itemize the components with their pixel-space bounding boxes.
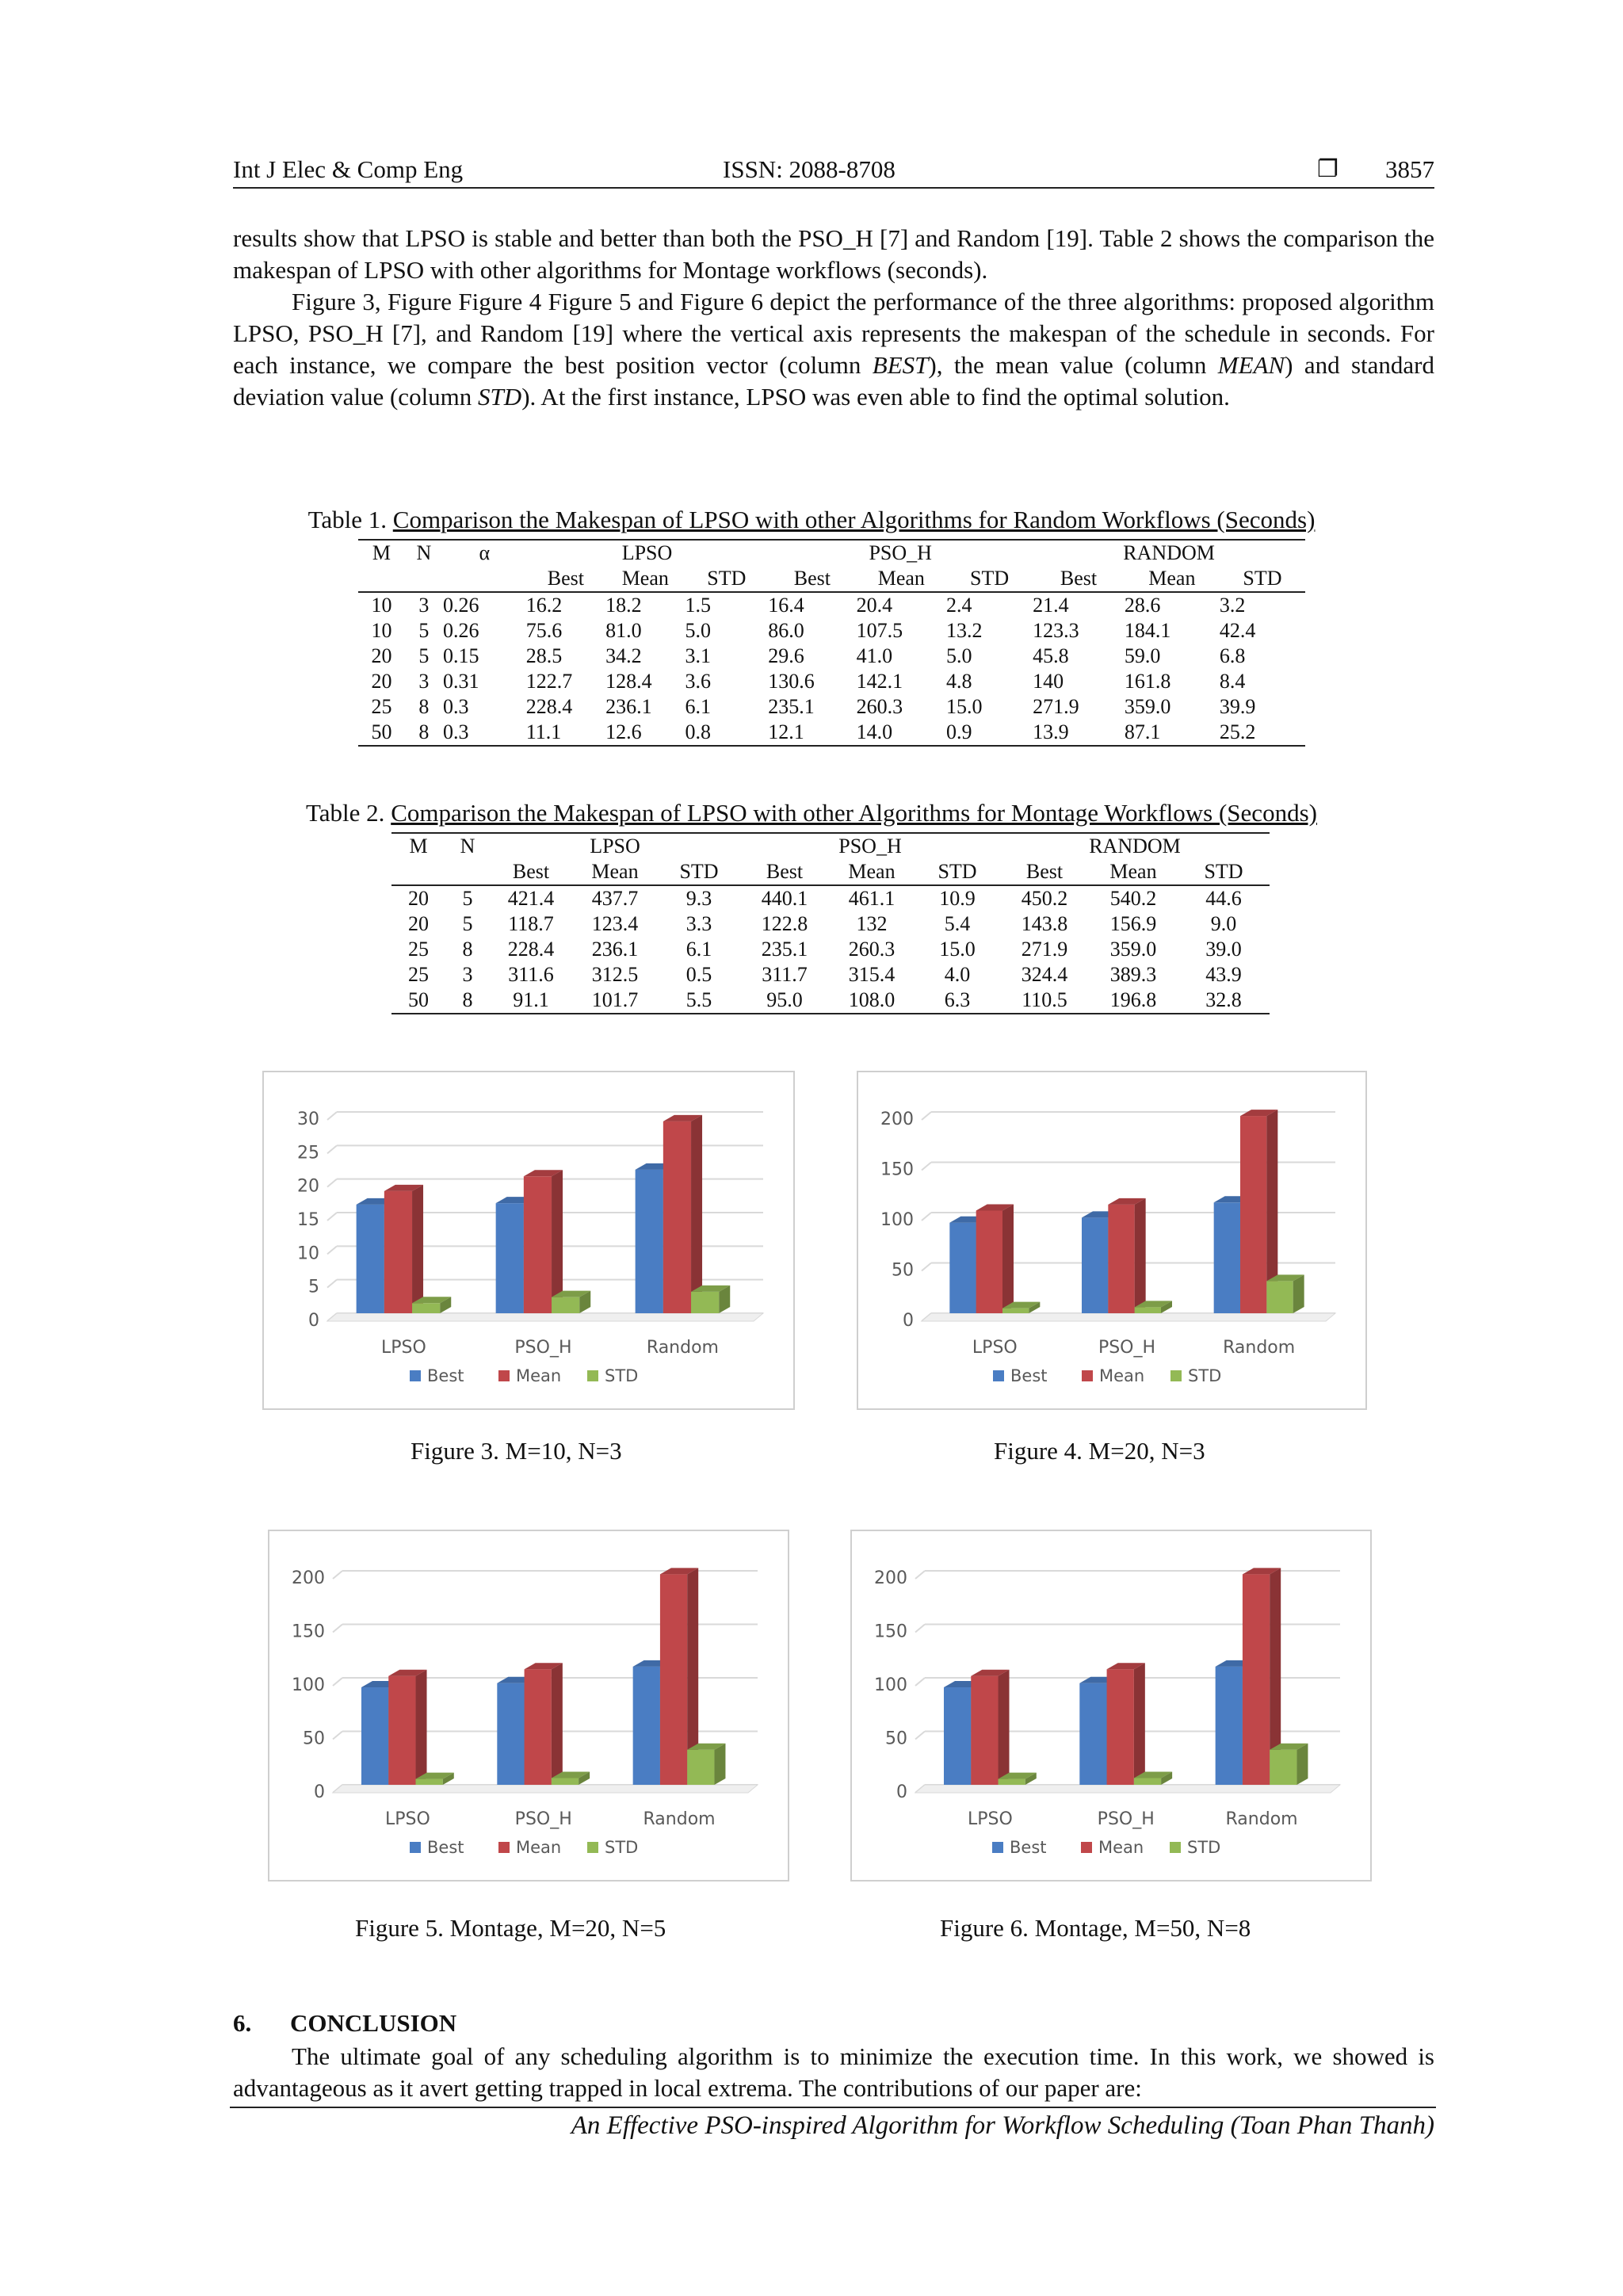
legend-swatch-mean	[1082, 1370, 1093, 1381]
conclusion-text	[233, 2041, 1434, 2104]
legend-swatch-mean	[498, 1842, 510, 1853]
bar-std-pso-h	[552, 1291, 590, 1313]
y-tick-label: 200	[880, 1110, 914, 1129]
legend-label-mean: Mean	[516, 1838, 562, 1857]
gridline-depth	[915, 1678, 925, 1686]
table-cell: 9.3	[685, 887, 712, 910]
table-cell: 15.0	[946, 695, 983, 718]
legend-swatch-best	[992, 1842, 1003, 1853]
table-cell: 10.9	[939, 887, 976, 910]
legend-swatch-std	[1170, 1842, 1181, 1853]
table-cell: 143.8	[1021, 912, 1068, 935]
page-number: 3857	[1385, 155, 1434, 183]
intro-paragraph-1: results show that LPSO is stable and better than both the PSO_H [7] and Random [19]. Table 2 shows the comparison the makespan of LPSO with other algorithms for Montage workflows (seconds).	[233, 224, 1434, 284]
legend-swatch-best	[993, 1370, 1004, 1381]
table-cell: 50	[358, 720, 405, 746]
table-cell: 236.1	[591, 938, 639, 961]
table-cell: 421.4	[507, 887, 555, 910]
table-cell: 156.9	[1109, 912, 1157, 935]
gridline-depth	[333, 1678, 342, 1686]
table-cell: 20.4	[856, 594, 893, 617]
table-cell: 3.3	[685, 912, 712, 935]
intro-text	[233, 223, 1434, 413]
gridline-depth	[922, 1263, 931, 1271]
table-cell: 101.7	[572, 988, 658, 1014]
intro-paragraph-2: Figure 3, Figure Figure 4 Figure 5 and Figure 6 depict the performance of the three algorithms: proposed algorithm LPSO, PSO_H [7], and Random [19] where the vertical axis represents the makespan of the schedule in seconds. For each instance, we compare the best position vector (column BEST), the mean value (column MEAN) and standard deviation value (column STD). At the first instance, LPSO was even able to find the optimal solution.	[233, 288, 1434, 411]
x-tick-label: Random	[1223, 1338, 1296, 1358]
bar-mean-lpso	[384, 1185, 423, 1313]
table-cell: 95.0	[740, 988, 829, 1014]
table2-col-m: M	[391, 833, 445, 859]
table1-col-n: N	[405, 540, 443, 566]
table-cell: 6.1	[685, 938, 712, 961]
table2-group-header	[391, 833, 1270, 859]
table-row	[391, 988, 1270, 1014]
table-cell: 3.6	[685, 670, 711, 693]
gridline-depth	[327, 1145, 337, 1153]
y-tick-label: 30	[297, 1110, 319, 1129]
table-cell: 42.4	[1219, 619, 1256, 642]
legend-label-std: STD	[605, 1366, 639, 1385]
table-cell: 34.2	[605, 644, 642, 667]
table-cell: 25	[408, 963, 429, 986]
table-cell: 0.31	[442, 670, 479, 693]
table2	[391, 832, 1270, 1014]
table-cell: 196.8	[1089, 988, 1178, 1014]
table-cell: 0.8	[685, 720, 768, 746]
table-cell: 3.1	[685, 644, 711, 667]
footer-rule	[230, 2107, 1436, 2108]
table-row	[391, 962, 1270, 988]
table-cell: 15.0	[939, 938, 976, 961]
figure3-chart	[262, 1071, 795, 1410]
figure5-chart	[268, 1530, 789, 1881]
table-cell: 8	[405, 720, 443, 746]
table-cell: 11.1	[526, 720, 605, 746]
conclusion-paragraph: The ultimate goal of any scheduling algorithm is to minimize the execution time. In this work, we showed is advantageous as it avert getting trapped in local extrema. The contributions of our paper are:	[233, 2042, 1434, 2102]
table-cell: 6.1	[685, 695, 711, 718]
table-row	[358, 644, 1305, 669]
table1-group-psoh: PSO_H	[768, 540, 1033, 566]
gridline-depth	[327, 1112, 337, 1120]
legend-swatch-best	[410, 1370, 421, 1381]
table-cell: 140	[1033, 670, 1064, 693]
y-tick-label: 50	[303, 1729, 325, 1749]
table-cell: 20	[371, 670, 392, 693]
gridline-depth	[915, 1571, 925, 1579]
table-cell: 20	[408, 912, 429, 935]
chart-floor	[915, 1785, 1340, 1793]
table-cell: 12.6	[605, 720, 685, 746]
table-cell: 5.0	[685, 619, 711, 642]
y-tick-label: 50	[885, 1729, 907, 1749]
table-cell: 359.0	[1109, 938, 1157, 961]
table-cell: 228.4	[525, 695, 573, 718]
table-cell: 0.15	[442, 644, 479, 667]
bar-mean-lpso	[388, 1670, 426, 1785]
table-cell: 128.4	[605, 670, 652, 693]
bar-std-random	[687, 1744, 725, 1785]
bar-mean-lpso	[971, 1670, 1009, 1785]
table-cell: 108.0	[829, 988, 915, 1014]
y-tick-label: 200	[874, 1568, 907, 1588]
table1-col-alpha: α	[443, 540, 526, 566]
legend-swatch-std	[1170, 1370, 1182, 1381]
table-cell: 10	[371, 619, 392, 642]
table-cell: 5.4	[944, 912, 971, 935]
table-cell: 13.9	[1033, 720, 1125, 746]
y-tick-label: 5	[308, 1277, 319, 1297]
table-cell: 43.9	[1205, 963, 1242, 986]
x-tick-label: Random	[1225, 1809, 1298, 1829]
figure5-caption: Figure 5. Montage, M=20, N=5	[355, 1914, 666, 1942]
gridline-depth	[915, 1625, 925, 1633]
table-cell: 8	[418, 695, 430, 718]
table-cell: 123.4	[591, 912, 639, 935]
table-cell: 437.7	[591, 887, 639, 910]
figure4-svg	[858, 1072, 1365, 1408]
bar-mean-random	[663, 1115, 702, 1313]
table-cell: 130.6	[768, 670, 815, 693]
table-cell: 450.2	[1021, 887, 1068, 910]
table-cell: 81.0	[605, 619, 642, 642]
table1-caption: Table 1. Comparison the Makespan of LPSO with other Algorithms for Random Workflows (Seconds)	[307, 506, 1316, 533]
table-cell: 25	[371, 695, 392, 718]
table-cell: 28.5	[525, 644, 563, 667]
table-cell: 3.2	[1219, 594, 1246, 617]
figure6-svg	[852, 1531, 1370, 1880]
table-cell: 28.6	[1124, 594, 1161, 617]
table-cell: 6.8	[1219, 644, 1246, 667]
legend-label-best: Best	[427, 1838, 464, 1857]
table-row	[358, 720, 1305, 746]
table-cell: 20	[408, 887, 429, 910]
x-tick-label: LPSO	[967, 1809, 1013, 1829]
table-cell: 235.1	[761, 938, 808, 961]
y-tick-label: 0	[314, 1782, 325, 1802]
bar-std-random	[1266, 1274, 1304, 1313]
table1-sub-header: Best Mean STD Best Mean STD Best Mean STD	[358, 566, 1305, 592]
table-cell: 3	[418, 594, 430, 617]
table-cell: 25.2	[1220, 720, 1305, 746]
table-cell: 5	[462, 887, 473, 910]
table-row	[358, 694, 1305, 720]
table-cell: 9.0	[1210, 912, 1237, 935]
y-tick-label: 10	[297, 1244, 319, 1264]
legend-swatch-mean	[1081, 1842, 1092, 1853]
legend-label-mean: Mean	[516, 1366, 562, 1385]
table-cell: 271.9	[1033, 695, 1079, 718]
table1-group-lpso: LPSO	[526, 540, 769, 566]
table-cell: 14.0	[857, 720, 946, 746]
table-row	[358, 669, 1305, 694]
legend-label-mean: Mean	[1098, 1838, 1144, 1857]
table-cell: 41.0	[856, 644, 893, 667]
table-cell: 3	[418, 670, 430, 693]
bar-mean-pso-h	[1107, 1663, 1145, 1785]
table-cell: 324.4	[1021, 963, 1068, 986]
x-tick-label: LPSO	[381, 1338, 426, 1358]
table-cell: 132	[856, 912, 888, 935]
table2-group-lpso: LPSO	[490, 833, 740, 859]
table-cell: 21.4	[1033, 594, 1069, 617]
legend-label-best: Best	[427, 1366, 464, 1385]
table1-col-m: M	[358, 540, 405, 566]
table-cell: 118.7	[508, 912, 554, 935]
table2-group-psoh: PSO_H	[740, 833, 1000, 859]
table-cell: 16.4	[768, 594, 804, 617]
x-tick-label: PSO_H	[514, 1338, 572, 1358]
y-tick-label: 100	[874, 1675, 907, 1695]
issn: ISSN: 2088-8708	[723, 155, 896, 183]
legend-label-mean: Mean	[1099, 1366, 1145, 1385]
x-tick-label: LPSO	[972, 1338, 1018, 1358]
table-cell: 440.1	[761, 887, 808, 910]
section-number: 6.	[233, 2009, 252, 2037]
table-cell: 3	[462, 963, 473, 986]
y-tick-label: 100	[880, 1210, 914, 1230]
table-cell: 75.6	[525, 619, 563, 642]
table-cell: 2.4	[946, 594, 972, 617]
table-cell: 13.2	[946, 619, 983, 642]
table-cell: 236.1	[605, 695, 652, 718]
table-cell: 311.6	[508, 963, 554, 986]
table-cell: 59.0	[1124, 644, 1161, 667]
box-icon: ❐	[1317, 155, 1338, 183]
figure3-caption: Figure 3. M=10, N=3	[411, 1437, 622, 1465]
bar-std-random	[691, 1286, 730, 1313]
table1	[358, 539, 1305, 747]
page-header	[233, 155, 1434, 189]
footer-title: An Effective PSO-inspired Algorithm for Workflow Scheduling (Toan Phan Thanh)	[571, 2111, 1434, 2140]
table-cell: 0.3	[442, 695, 469, 718]
table-cell: 271.9	[1021, 938, 1068, 961]
legend-swatch-best	[410, 1842, 421, 1853]
table1-group-random: RANDOM	[1033, 540, 1305, 566]
figure6-caption: Figure 6. Montage, M=50, N=8	[940, 1914, 1251, 1942]
table-cell: 18.2	[605, 594, 642, 617]
gridline-depth	[327, 1179, 337, 1187]
section-title: CONCLUSION	[290, 2009, 457, 2037]
y-tick-label: 0	[308, 1311, 319, 1331]
table-cell: 312.5	[591, 963, 639, 986]
table-cell: 0.3	[443, 720, 526, 746]
gridline-depth	[333, 1732, 342, 1740]
table-cell: 6.3	[915, 988, 1000, 1014]
table-row	[391, 911, 1270, 937]
chart-floor	[327, 1313, 763, 1321]
x-tick-label: Random	[646, 1338, 719, 1358]
gridline-depth	[327, 1246, 337, 1254]
y-tick-label: 200	[292, 1568, 325, 1588]
table-cell: 389.3	[1109, 963, 1157, 986]
table-cell: 16.2	[525, 594, 563, 617]
table-cell: 5	[462, 912, 473, 935]
table-cell: 86.0	[768, 619, 804, 642]
table-cell: 32.8	[1178, 988, 1270, 1014]
table-cell: 107.5	[856, 619, 903, 642]
gridline-depth	[922, 1213, 931, 1221]
table-cell: 1.5	[685, 594, 711, 617]
x-tick-label: Random	[643, 1809, 716, 1829]
figure3-svg	[264, 1072, 793, 1408]
table-cell: 10	[371, 594, 392, 617]
table-row	[391, 937, 1270, 962]
table2-col-n: N	[445, 833, 490, 859]
y-tick-label: 15	[297, 1210, 319, 1230]
figure5-svg	[269, 1531, 788, 1880]
table-cell: 0.26	[442, 594, 479, 617]
legend-swatch-std	[587, 1370, 598, 1381]
table-cell: 39.0	[1205, 938, 1242, 961]
table-cell: 235.1	[768, 695, 815, 718]
table2-sub-header: Best Mean STD Best Mean STD Best Mean STD	[391, 859, 1270, 885]
figure4-chart	[857, 1071, 1367, 1410]
figure6-chart	[850, 1530, 1372, 1881]
table-cell: 5	[418, 644, 430, 667]
table-cell: 123.3	[1033, 619, 1079, 642]
bar-std-random	[1270, 1744, 1308, 1785]
table-cell: 461.1	[848, 887, 896, 910]
table-cell: 142.1	[856, 670, 903, 693]
table-cell: 4.8	[946, 670, 972, 693]
table-cell: 260.3	[856, 695, 903, 718]
table-cell: 91.1	[490, 988, 572, 1014]
table-cell: 260.3	[848, 938, 896, 961]
table-cell: 122.7	[525, 670, 573, 693]
x-tick-label: LPSO	[384, 1809, 430, 1829]
x-tick-label: PSO_H	[1097, 1809, 1155, 1829]
table-cell: 25	[408, 938, 429, 961]
table-cell: 45.8	[1033, 644, 1069, 667]
legend-label-std: STD	[1188, 1366, 1222, 1385]
y-tick-label: 25	[297, 1143, 319, 1163]
table-cell: 359.0	[1124, 695, 1171, 718]
table-cell: 29.6	[768, 644, 804, 667]
table-row	[358, 592, 1305, 618]
legend-swatch-std	[587, 1842, 598, 1853]
figure4-caption: Figure 4. M=20, N=3	[994, 1437, 1205, 1465]
table-cell: 5.5	[658, 988, 740, 1014]
y-tick-label: 0	[896, 1782, 907, 1802]
table-cell: 50	[391, 988, 445, 1014]
y-tick-label: 150	[874, 1622, 907, 1642]
bar-mean-pso-h	[525, 1663, 563, 1785]
x-tick-label: PSO_H	[1098, 1338, 1156, 1358]
table-cell: 5.0	[946, 644, 972, 667]
gridline-depth	[915, 1732, 925, 1740]
section-heading	[233, 2009, 457, 2038]
table-cell: 8	[445, 988, 490, 1014]
table-cell: 8	[462, 938, 473, 961]
table-cell: 122.8	[761, 912, 808, 935]
gridline-depth	[327, 1213, 337, 1221]
table-cell: 0.9	[946, 720, 1033, 746]
table-cell: 87.1	[1125, 720, 1220, 746]
journal-name: Int J Elec & Comp Eng	[233, 155, 464, 183]
legend-label-best: Best	[1010, 1366, 1048, 1385]
legend-label-std: STD	[605, 1838, 639, 1857]
table-cell: 39.9	[1219, 695, 1256, 718]
table-row	[358, 618, 1305, 644]
y-tick-label: 150	[292, 1622, 325, 1642]
gridline-depth	[333, 1625, 342, 1633]
gridline-depth	[333, 1571, 342, 1579]
table-cell: 161.8	[1124, 670, 1171, 693]
y-tick-label: 150	[880, 1159, 914, 1180]
bar-mean-pso-h	[1108, 1198, 1145, 1313]
table-cell: 311.7	[762, 963, 808, 986]
table-cell: 4.0	[944, 963, 971, 986]
legend-swatch-mean	[498, 1370, 510, 1381]
table-cell: 5	[418, 619, 430, 642]
legend-label-best: Best	[1010, 1838, 1047, 1857]
table-cell: 12.1	[768, 720, 856, 746]
bar-mean-pso-h	[524, 1170, 563, 1313]
table-cell: 20	[371, 644, 392, 667]
y-tick-label: 20	[297, 1176, 319, 1197]
y-tick-label: 50	[892, 1260, 914, 1281]
table-cell: 315.4	[848, 963, 896, 986]
gridline-depth	[922, 1112, 931, 1120]
gridline-depth	[922, 1163, 931, 1171]
table-cell: 228.4	[507, 938, 555, 961]
table-cell: 184.1	[1124, 619, 1171, 642]
table-cell: 8.4	[1219, 670, 1246, 693]
table-cell: 540.2	[1109, 887, 1157, 910]
x-tick-label: PSO_H	[514, 1809, 572, 1829]
y-tick-label: 100	[292, 1675, 325, 1695]
legend-label-std: STD	[1187, 1838, 1221, 1857]
table-row	[391, 885, 1270, 911]
gridline-depth	[327, 1280, 337, 1288]
chart-floor	[333, 1785, 758, 1793]
table-cell: 110.5	[1000, 988, 1089, 1014]
table1-group-header	[358, 540, 1305, 566]
table2-caption: Table 2. Comparison the Makespan of LPSO with other Algorithms for Montage Workflows (Seconds)	[306, 799, 1317, 827]
table2-group-random: RANDOM	[1000, 833, 1270, 859]
table-cell: 44.6	[1205, 887, 1242, 910]
table-cell: 0.26	[442, 619, 479, 642]
bar-mean-lpso	[976, 1204, 1014, 1313]
chart-floor	[922, 1313, 1335, 1321]
table-cell: 0.5	[685, 963, 712, 986]
y-tick-label: 0	[903, 1311, 914, 1331]
